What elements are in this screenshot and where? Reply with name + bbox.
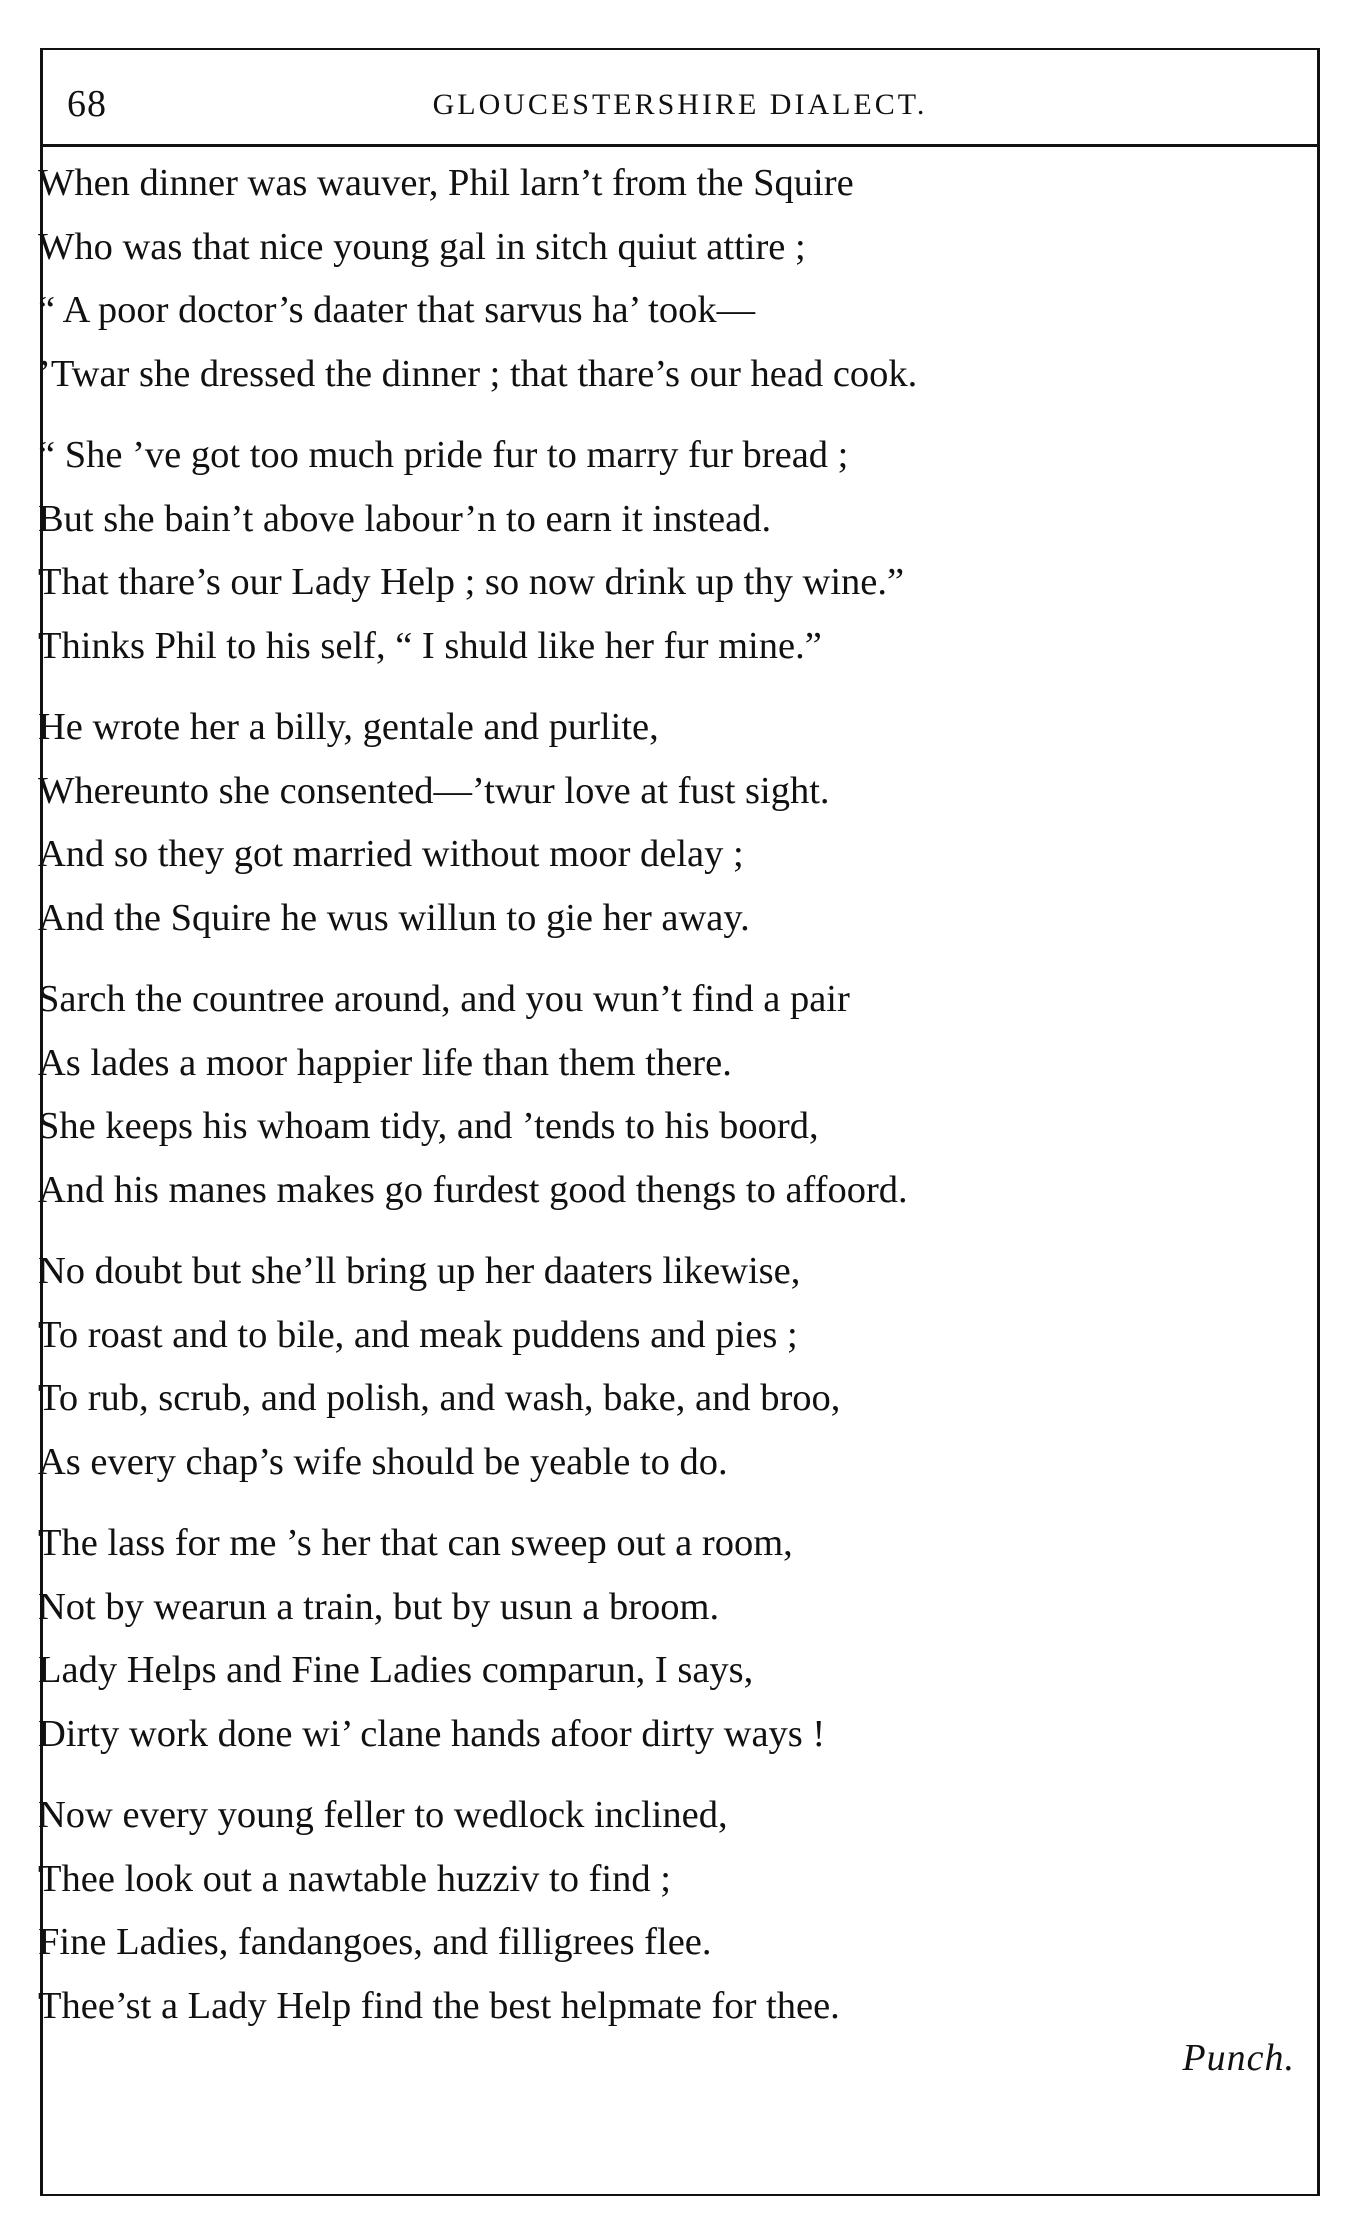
poem-line: To rub, scrub, and polish, and wash, bake, and broo, — [38, 1377, 841, 1419]
poem-line: Lady Helps and Fine Ladies comparun, I says, — [38, 1649, 754, 1691]
poem-line: When dinner was wauver, Phil larn’t from the Squire — [38, 162, 854, 204]
poem-body — [38, 152, 1258, 2056]
poem-line: “ She ’ve got too much pride fur to marry fur bread ; — [38, 434, 849, 476]
poem-line: She keeps his whoam tidy, and ’tends to his boord, — [38, 1105, 819, 1147]
poem-line: Now every young feller to wedlock inclined, — [38, 1794, 728, 1836]
poem-line: Thinks Phil to his self, “ I shuld like her fur mine.” — [38, 624, 822, 667]
poem-line: ’Twar she dressed the dinner ; that thare’s our head cook. — [38, 352, 918, 395]
poem-line: And so they got married without moor delay ; — [38, 833, 744, 875]
page-number: 68 — [67, 83, 107, 125]
poem-line: Thee’st a Lady Help find the best helpmate for thee. — [38, 1984, 840, 2027]
poem-line: No doubt but she’ll bring up her daaters likewise, — [38, 1250, 801, 1292]
poem-line: Thee look out a nawtable huzziv to find ; — [38, 1857, 671, 1900]
poem-line: And his manes makes go furdest good thengs to affoord. — [38, 1168, 908, 1211]
poem-line: And the Squire he wus willun to gie her away. — [38, 896, 750, 939]
poem-line: As lades a moor happier life than them there. — [38, 1041, 732, 1084]
poem-line: To roast and to bile, and meak puddens and pies ; — [38, 1313, 798, 1356]
poem-line: “ A poor doctor’s daater that sarvus ha’ took— — [38, 289, 756, 331]
stanza-5 — [38, 1240, 1258, 1494]
stanza-6 — [38, 1512, 1258, 1766]
stanza-1 — [38, 152, 1258, 406]
stanza-4 — [38, 968, 1258, 1222]
attribution: Punch. — [1182, 2037, 1295, 2079]
poem-line: Not by wearun a train, but by usun a broom. — [38, 1585, 720, 1628]
running-title: GLOUCESTERSHIRE DIALECT. — [432, 88, 928, 121]
running-head — [43, 74, 1317, 147]
poem-line: That thare’s our Lady Help ; so now drink up thy wine.” — [38, 561, 905, 603]
stanza-3 — [38, 696, 1258, 950]
poem-line: As every chap’s wife should be yeable to do. — [38, 1440, 728, 1483]
poem-line: He wrote her a billy, gentale and purlite, — [38, 706, 659, 748]
poem-line: Dirty work done wi’ clane hands afoor dirty ways ! — [38, 1712, 826, 1755]
poem-line: Sarch the countree around, and you wun’t find a pair — [38, 978, 850, 1020]
poem-line: Whereunto she consented—’twur love at fust sight. — [38, 769, 830, 812]
poem-line: But she bain’t above labour’n to earn it instead. — [38, 497, 772, 540]
stanza-2 — [38, 424, 1258, 678]
stanza-7 — [38, 1784, 1258, 2038]
poem-line: The lass for me ’s her that can sweep out a room, — [38, 1522, 793, 1564]
poem-line: Who was that nice young gal in sitch quiut attire ; — [38, 225, 806, 268]
poem-line: Fine Ladies, fandangoes, and filligrees flee. — [38, 1921, 712, 1963]
